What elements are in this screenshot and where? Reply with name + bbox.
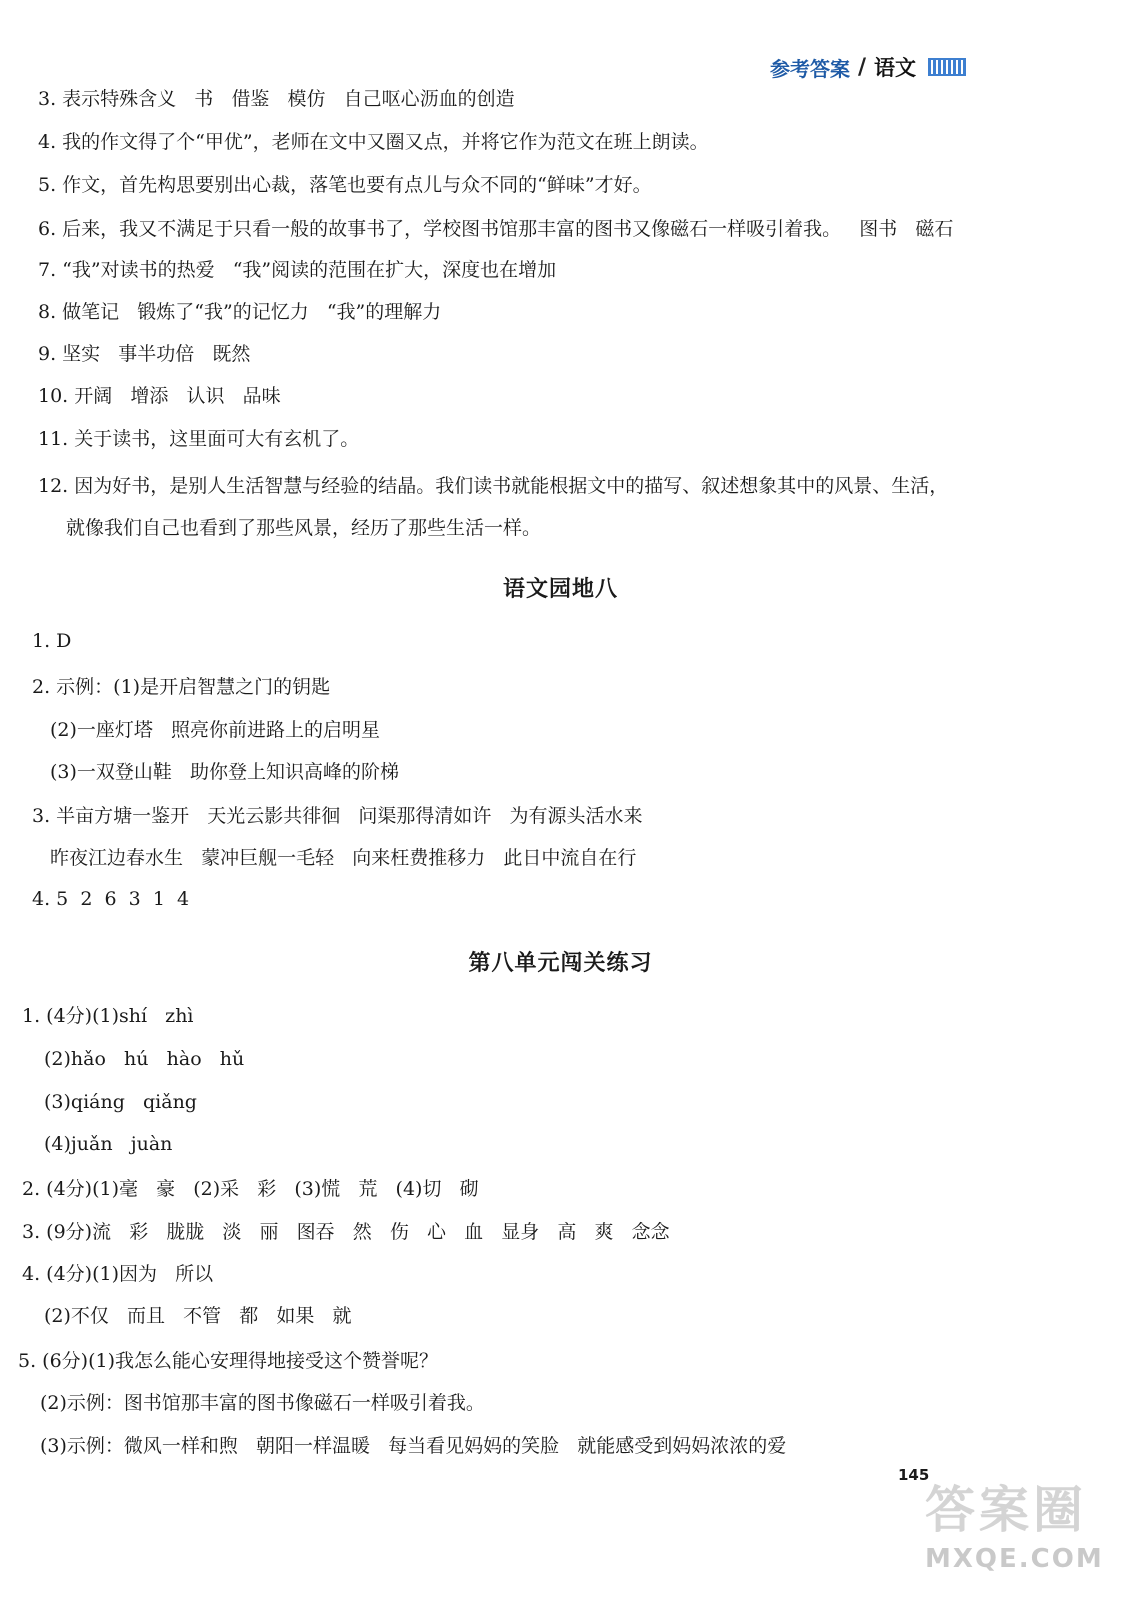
answer-line: 8. 做笔记 锻炼了“我”的记忆力 “我”的理解力 bbox=[38, 301, 442, 323]
answer-line: (2)hǎo hú hào hǔ bbox=[44, 1048, 245, 1070]
answer-line: (3)一双登山鞋 助你登上知识高峰的阶梯 bbox=[50, 761, 400, 783]
section-title-yuwen-yuandi: 语文园地八 bbox=[502, 577, 618, 602]
header-subject: 语文 bbox=[874, 56, 917, 80]
answer-line: (2)示例：图书馆那丰富的图书像磁石一样吸引着我。 bbox=[40, 1392, 485, 1414]
answer-line: (4)juǎn juàn bbox=[44, 1133, 173, 1155]
answer-line: 12. 因为好书，是别人生活智慧与经验的结晶。我们读书就能根据文中的描写、叙述想象其中的风景、生活， bbox=[38, 475, 949, 497]
answer-line: 11. 关于读书，这里面可大有玄机了。 bbox=[38, 428, 360, 450]
answer-line: 10. 开阔 增添 认识 品味 bbox=[38, 385, 281, 407]
answer-line: 1. D bbox=[32, 630, 72, 652]
answer-line: (2)不仅 而且 不管 都 如果 就 bbox=[44, 1305, 352, 1327]
header-stripes-icon bbox=[928, 58, 966, 76]
page-number: 145 bbox=[898, 1466, 930, 1484]
answer-line: 昨夜江边春水生 蒙冲巨舰一毛轻 向来枉费推移力 此日中流自在行 bbox=[50, 847, 637, 869]
answer-line: 2. (4分)(1)毫 豪 (2)采 彩 (3)慌 荒 (4)切 砌 bbox=[22, 1178, 479, 1200]
answer-line: 6. 后来，我又不满足于只看一般的故事书了，学校图书馆那丰富的图书又像磁石一样吸引着我。 图书 磁石 bbox=[38, 218, 954, 240]
watermark-bottom-text: MXQE.COM bbox=[925, 1544, 1104, 1574]
answer-line: (2)一座灯塔 照亮你前进路上的启明星 bbox=[50, 719, 381, 741]
page-header bbox=[770, 52, 966, 82]
answer-line: 7. “我”对读书的热爱 “我”阅读的范围在扩大，深度也在增加 bbox=[38, 259, 557, 281]
answer-line: 9. 坚实 事半功倍 既然 bbox=[38, 343, 251, 365]
watermark-top-text: 答案圈 bbox=[925, 1481, 1087, 1539]
answer-line: 2. 示例：(1)是开启智慧之门的钥匙 bbox=[32, 676, 331, 698]
answer-line: 1. (4分)(1)shí zhì bbox=[22, 1005, 194, 1027]
answer-line: 3. 表示特殊含义 书 借鉴 模仿 自己呕心沥血的创造 bbox=[38, 88, 515, 110]
answer-line: (3)qiáng qiǎng bbox=[44, 1091, 197, 1113]
header-slash: / bbox=[858, 54, 867, 80]
answer-line: 就像我们自己也看到了那些风景，经历了那些生活一样。 bbox=[66, 517, 542, 539]
watermark-logo bbox=[925, 1470, 1104, 1588]
answer-line: 4. 我的作文得了个“甲优”，老师在文中又圈又点，并将它作为范文在班上朗读。 bbox=[38, 131, 709, 153]
section-title-unit-eight: 第八单元闯关练习 bbox=[468, 951, 653, 976]
answer-line: 5. 作文，首先构思要别出心裁，落笔也要有点儿与众不同的“鲜味”才好。 bbox=[38, 174, 652, 196]
answer-line: 4. 5 2 6 3 1 4 bbox=[32, 888, 190, 910]
answer-line: 5. (6分)(1)我怎么能心安理得地接受这个赞誉呢？ bbox=[18, 1350, 438, 1372]
answer-line: (3)示例：微风一样和煦 朝阳一样温暖 每当看见妈妈的笑脸 就能感受到妈妈浓浓的爱 bbox=[40, 1435, 787, 1457]
answer-line: 4. (4分)(1)因为 所以 bbox=[22, 1263, 214, 1285]
answer-line: 3. 半亩方塘一鉴开 天光云影共徘徊 问渠那得清如许 为有源头活水来 bbox=[32, 805, 643, 827]
header-ref-label: 参考答案 bbox=[770, 56, 850, 81]
answer-line: 3. (9分)流 彩 胧胧 淡 丽 图吞 然 伤 心 血 显身 高 爽 念念 bbox=[22, 1221, 670, 1243]
